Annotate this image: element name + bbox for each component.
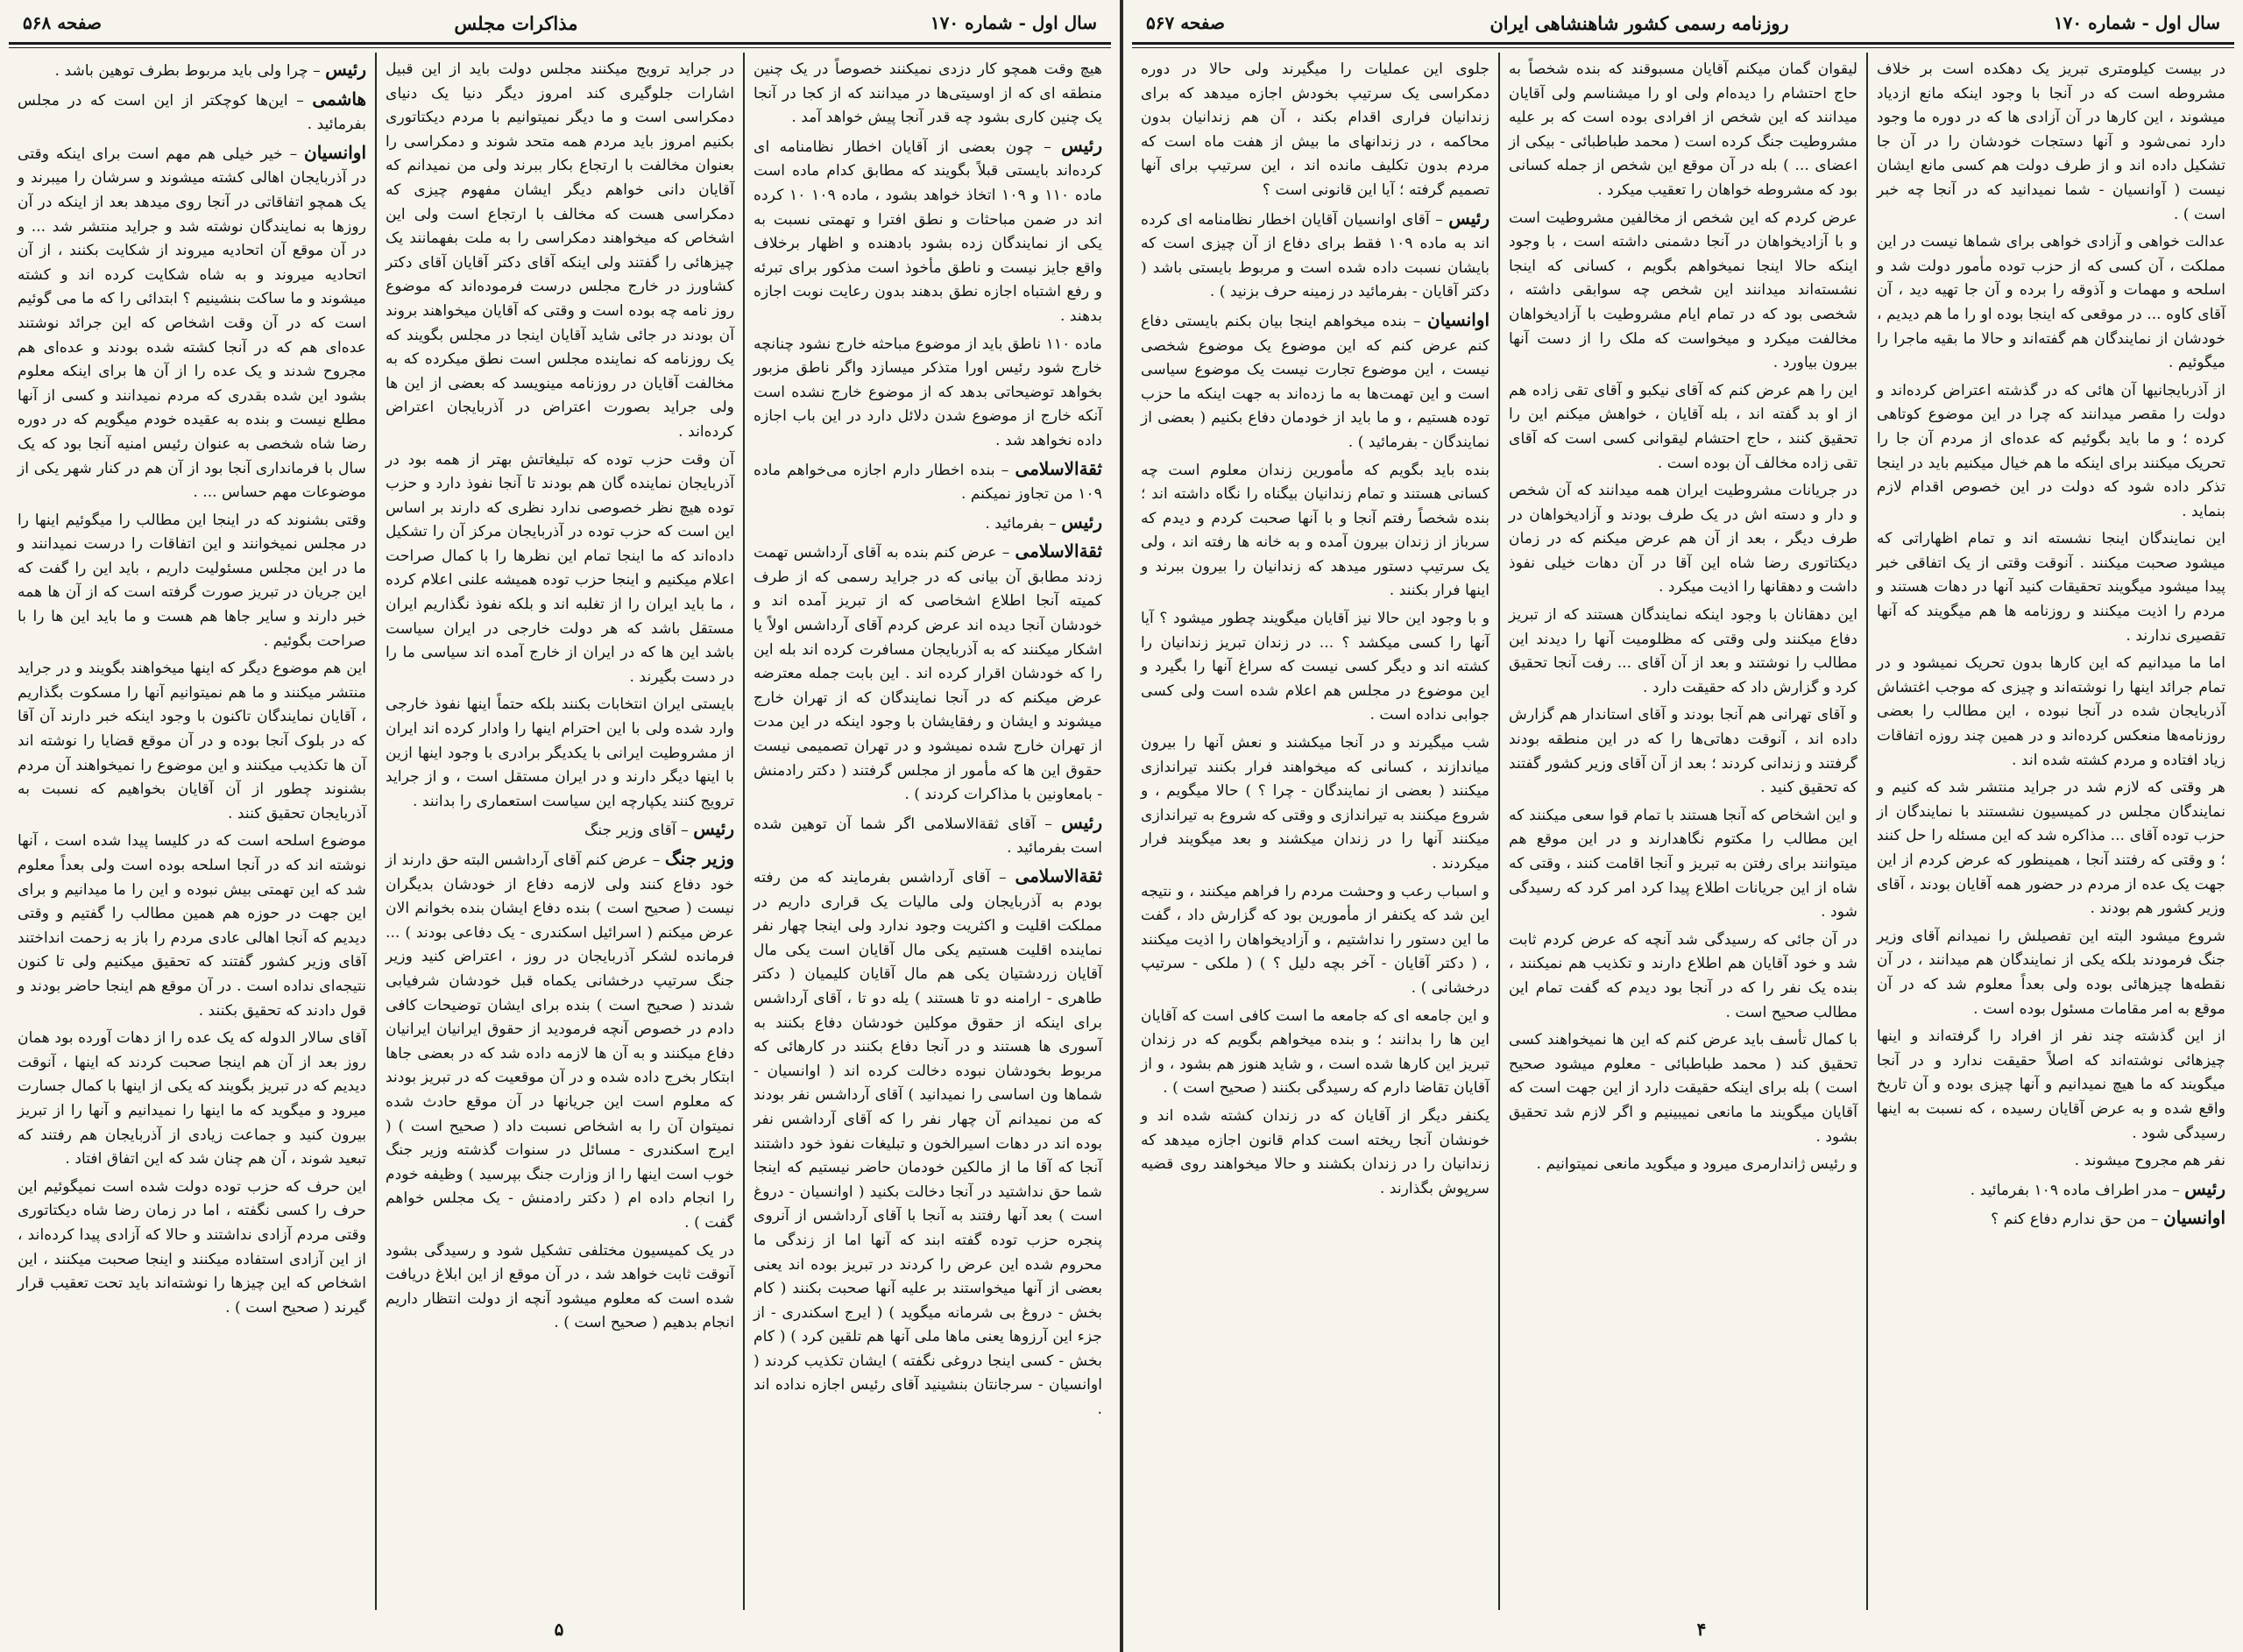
paragraph	[1877, 527, 2225, 648]
paragraph-text: از آذربایجانیها آن هائی که در گذشته اعتراض کرده‌اند و دولت را مقصر میدانند که چرا در این موضوع کوتاهی کرده ؛ و ما باید بگوئیم که عده‌ای از مردم آن جا را تحریک میکنند برای اینکه ما هم خیال میکنیم باید در اینجا تذکر داده شود که دولت در این خصوص اقدام لازم بنماید .	[1877, 381, 2225, 520]
paragraph	[754, 811, 1102, 861]
speaker-name: رئیس	[693, 818, 734, 840]
paragraph-text: نفر هم مجروح میشوند .	[2074, 1152, 2225, 1170]
right-page-section-title: روزنامه رسمی کشور شاهنشاهی ایران	[1489, 11, 1789, 34]
paragraph-text: – بنده اخطار دارم اجازه می‌خواهم ماده ۱۰۹ من تجاوز نمیکنم .	[754, 461, 1102, 504]
paragraph	[18, 58, 366, 84]
right-page-column-2	[1500, 53, 1866, 1610]
paragraph-text: شروع میشود البته این تفصیلش را نمیدانم آقای وزیر جنگ فرمودند بلکه یکی از نمایندگان هم میدانند ، در آن نقطه‌ها چیزهائی بوده ولی بعداً معلوم شد که در آن موقع به امر مقامات مسئول بوده است .	[1877, 927, 2225, 1018]
right-page-column-1	[1868, 53, 2234, 1610]
right-page-issue: سال اول - شماره ۱۷۰	[2053, 12, 2220, 33]
paragraph-text: در جراید ترویج میکنند مجلس دولت باید از این قبیل اشارات جلوگیری کند امروز دیگر دنیا یک دنیای دمکراسی است و ما دیگر نمیتوانیم با مردم دیکتاتوری بکنیم امروز باید مردم همه متحد شوند و دمکراسی را بعنوان مخالفت با ارتجاع بکار ببرند ولی من نمیدانم که آقایان دانی خواهم دیگر ایشان مفهوم چیزی که دمکراسی هست که مخالف با ارتجاع است ولی این اشخاص که میخواهند دمکراسی را به ملت بفهمانند یک چیزهائی را گفتند ولی اینکه آقای دکتر آقایان آقای دکتر کشاورز در خارج مجلس درست فرموده‌اند که موضوع روز نامه چه بوده است و وقتی که آقایان میخواهند بروند آن بودند در جائی شاید آقایان اینجا در مجلس بگویند که یک روزنامه که نماینده مجلس است نطق میکرده که به مخالفت آقایان در روزنامه مینویسد که بعضی از این ها ولی جراید بصورت اعتراض در آذربایجان اعتراض کرده‌اند .	[386, 60, 734, 441]
paragraph	[754, 134, 1102, 329]
paragraph-text: – آقای اوانسیان آقایان اخطار نظامنامه ای کرده اند به ماده ۱۰۹ فقط برای دفاع از آن چیزی است که بایشان نسبت داده شده است و مربوط بایستی باشد ( دکتر آقایان - بفرمائید در زمینه حرف بزنید ) .	[1141, 210, 1489, 301]
paragraph	[1509, 207, 1857, 376]
paragraph-text: این هم موضوع دیگر که اینها میخواهند بگویند و در جراید منتشر میکنند و ما هم نمیتوانیم آنها را مسکوت بگذاریم ، آقایان نمایندگان تاکنون با وجود اینکه خبر دارند آن آقا که در بلوک آنجا بوده و در آن موقع قضایا را نوشته اند آن ها تکذیب میکنند و این موضوع را نمیخواهند آن مردم بشنوند چطور از آن آقایان بخواهیم که نسبت به آذربایجان تحقیق کنند .	[18, 660, 366, 822]
paragraph-text: و این جامعه ای که جامعه ما است کافی است که آقایان این ها را بدانند ؛ و بنده میخواهم بگویم که در زندان تبریز این کارها شده است ، و شاید هنوز هم بشود ، و از آقایان تقاضا دارم که رسیدگی بکنند ( صحیح است ) .	[1141, 1006, 1489, 1098]
paragraph	[754, 457, 1102, 507]
speaker-name: رئیس	[1061, 134, 1102, 156]
paragraph	[1509, 1028, 1857, 1149]
right-page-column-3	[1132, 53, 1498, 1610]
paragraph	[754, 58, 1102, 131]
paragraph	[1141, 459, 1489, 604]
paragraph-text: – خیر خیلی هم مهم است برای اینکه وقتی در آذربایجان اهالی کشته میشوند و سرشان را میبرند و یک همچو اتفاقاتی در آنجا روی میدهد بعد از اینکه در آن روزها به نمایندگان نوشته شد و جراید منتشر شد ... و در آن موقع آن اتحادیه میروند از شکایت بکنند ، از آن اتحادیه میروند و به شاه شکایت کرده اند و کشته میشوند و ما ساکت بنشینیم ؟ ابتدائی را که ما می گوئیم است که در آن وقت اشخاص که این جرائد نوشتند عده‌ای هم که در آنجا کشته شده بودند و عده‌ای هم مجروح شدند و یک عده را از آن ها برای اینکه معلوم بشود این شده بقدری که مردم نمیدانند و کسی از آنها مطلع نیست و بنده به عقیده خودم میگویم که در دوره رضا شاه شخصی به عنوان رئیس امنیه آنجا بود که یک سال با فرمانداری آنجا بود از آن هم در کنار شهر یکی از موضوعات مهم حساس ... .	[18, 145, 366, 502]
paragraph	[1877, 230, 2225, 376]
paragraph	[1509, 703, 1857, 800]
paragraph	[1877, 652, 2225, 773]
paragraph-text: با کمال تأسف باید عرض کنم که این ها نمیخواهند کسی تحقیق کند ( محمد طباطبائی - معلوم میشود صحیح است ) بله برای اینکه حقیقت دارد از این جهت است که آقایان میگویند ما مانعی نمیبینیم و اگر لازم شد تحقیق بشود .	[1509, 1031, 1857, 1146]
paragraph-text: هر وقتی که لازم شد در جراید منتشر شد که کنیم و نمایندگان مجلس در کمیسیون نشستند با نمایندگان از حزب توده آقای ... مذاکره شد که این مسئله را حل کنند ؛ و وقتی که رفتند آنجا ، همینطور که عرض کردم از این جهت یک عده از مردم در حضور همه آقایان بودند ، آقای وزیر کشور هم بودند .	[1877, 779, 2225, 918]
paragraph-text: این حرف که حزب توده دولت شده است نمیگوئیم این حرف را کسی نگفته ، اما در زمان رضا شاه دیکتاتوری وقتی مردم آزادی نداشتند و حالا که آزادی پیدا کرده‌اند ، از این آزادی استفاده میکنند و اینجا صحبت میکنند ، این اشخاص که این چیزها را نوشته‌اند باید تحت تعقیب قرار گیرند ( صحیح است ) .	[18, 1177, 366, 1317]
speaker-name: رئیس	[325, 59, 366, 80]
right-page-number: ۴	[1696, 1619, 1707, 1640]
paragraph-text: آقای سالار الدوله که یک عده را از دهات آورده بود همان روز بعد از آن هم اینجا صحبت کردند که اینها ، آنوقت دیدیم که در تبریز بگویند که یکی از اینها با کمال جسارت میرود و میگوید که ما اینها را نمیدانیم و آنها را از تبریز بیرون کنید و جماعت زیادی از آذربایجان هم رفتند که تبعید شوند ، آن هم چنان شد که این اتفاق افتاد .	[18, 1029, 366, 1168]
left-page-column-2	[377, 53, 743, 1610]
paragraph	[1509, 928, 1857, 1025]
speaker-name: اوانسیان	[1427, 308, 1490, 330]
left-page-label: صفحه ۵۶۸	[23, 12, 102, 33]
paragraph-text: آن وقت حزب توده که تبلیغاتش بهتر از همه بود در آذربایجان نماینده گان هم بودند تا آنجا نفوذ دارد و حزب توده هیچ نظر خصوصی ندارد نظری که دارند بر اساس این است که حزب توده در آذربایجان مرکز آن را تشکیل داده‌اند که ما اینجا تمام این نظرها را با کمال صراحت اعلام میکنیم و اینجا حزب توده همیشه علنی اعلام کرده ، ما باید ایران را از تغلبه اند و بلکه نفوذ نگذاریم ایران مستقل باشد که هر دولت خارجی در ایران سیاست باشد این ها که در ایران از خارج آمده اند سیاسی ما را در دست بگیرند .	[386, 450, 734, 686]
speaker-name: هاشمی	[312, 88, 367, 109]
speaker-name: وزیر جنگ	[664, 848, 734, 869]
paragraph-text: – آقای وزیر جنگ	[584, 822, 689, 840]
paragraph-text: – چون بعضی از آقایان اخطار نظامنامه ای کرده‌اند بایستی قبلاً بگویند که مطابق کدام ماده است ماده ۱۱۰ و ۱۰۹ اتخاذ خواهد بشود ، ماده ۱۰۹ ۱۰ کرده اند در ضمن مباحثات و نطق افترا و تهمتی نسبت به یکی از نمایندگان زده بشود بادهنده و اظهار برخلاف واقع جایز نیست و ناطق مأخوذ است مذکور برای تبرئه و رفع اشتباه اجازه نطق بدهند بدون رعایت نوبت اجازه بدهند .	[754, 138, 1102, 325]
paragraph	[1509, 604, 1857, 700]
paragraph	[18, 509, 366, 654]
paragraph-text: جلوی این عملیات را میگیرند ولی حالا در دوره دمکراسی یک سرتیپ بخودش اجازه میدهد که برای زندانیان فراری اقدام بکند ، آن هم زندانیان بدون محاکمه ، در زندانهای ما بیش از هفت ماه است که مردم بدون تکلیف مانده اند ، این سرتیپ برای آنها تصمیم گرفته ؛ آیا این قانونی است ؟	[1141, 60, 1489, 199]
paragraph	[1509, 379, 1857, 476]
paragraph-text: این را هم عرض کنم که آقای نیکبو و آقای تقی زاده هم از او بد گفته اند ، بله آقایان ، خواهش میکنم این را تحقیق کنند ، حاج احتشام لیقوانی کسی است که آقای تقی زاده مخالف آن بوده است .	[1509, 381, 1857, 472]
paragraph-text: – بنده میخواهم اینجا بیان بکنم بایستی دفاع کنم عرض کنم که این موضوع یک موضوع شخصی نیست ، این موضوع تجارت نیست یک موضوع سیاسی است و این تهمت‌ها به ما زده‌اند به جهت اینکه ما حزب توده هستیم ، و ما باید از خودمان دفاع بکنیم ( بعضی از نمایندگان - بفرمائید ) .	[1141, 312, 1489, 451]
column-divider	[1498, 53, 1500, 1610]
paragraph	[1141, 58, 1489, 203]
paragraph	[1141, 308, 1489, 455]
paragraph	[754, 511, 1102, 537]
paragraph-text: اما ما میدانیم که این کارها بدون تحریک نمیشود و در تمام جرائد اینها را نوشته‌اند و چیزی که موجب اغتشاش آذربایجان شده در آنجا نبوده ، این مطالب را بعضی روزنامه‌ها منعکس کرده‌اند و در همین چند روزه اتفاقات زیاد افتاده و مردم کشته شده اند .	[1877, 654, 2225, 769]
paragraph	[754, 865, 1102, 1423]
paragraph	[386, 448, 734, 690]
paragraph-text: عدالت خواهی و آزادی خواهی برای شماها نیست در این مملکت ، آن کسی که از حزب توده مأمور دولت شد و اسلحه و مهمات و آذوقه را برده و آن جا تهیه دید ، آن آقای کاوه ... در موقعی که اینجا بوده او را ما هم دیدیم ، خودشان از نمایندگان هم گفته‌اند و حالا ما بقیه ماجرا را میگوئیم .	[1877, 233, 2225, 372]
left-page-column-1	[745, 53, 1111, 1610]
left-page	[0, 0, 1120, 1652]
speaker-name: ثقة‌الاسلامی	[1015, 865, 1102, 886]
paragraph	[1509, 479, 1857, 600]
header-rule-thin	[1132, 47, 2234, 48]
paragraph-text: – من حق ندارم دفاع کنم ؟	[1991, 1211, 2159, 1229]
paragraph-text: و اسباب رعب و وحشت مردم را فراهم میکنند ، و نتیجه این شد که یکنفر از مأمورین بود که گزارش داد ، گفت ما این دستور را نداشتیم ، و آزادیخواهان را اذیت میکنند ، ( دکتر آقایان - آخر بچه دلیل ؟ ) ( ملکی - سرتیپ درخشانی ) .	[1141, 882, 1489, 997]
header-rule	[1132, 42, 2234, 45]
paragraph	[1877, 1149, 2225, 1174]
paragraph	[18, 1027, 366, 1172]
paragraph-text: – عرض کنم بنده به آقای آرداشس تهمت زدند مطابق آن بیانی که در جراید رسمی که از طرف کمیته آنجا اطلاع اشخاصی که از تبریز آمده اند و خودشان آنجا دیده اند عرض کردم آقای آرداشس اولاً یا اشکار میکنند که به آذربایجان مسافرت کرده اند بله این را که خودشان اقرار کرده اند . این بابت جمله معترضه عرض میکنم که در آنجا نمایندگان که از تهران خارج میشوند و ایشان و رفقایشان با وجود اینکه در این مدت از تهران خارج شده نمیشود و در تهران تصمیمی نیست حقوق این ها که مأمور از مجلس گرفتند ( دکتر رادمنش - بامعاونین با مذاکرات کردند ) .	[754, 544, 1102, 804]
speaker-name: اوانسیان	[304, 141, 366, 163]
paragraph-text: بایستی ایران انتخابات بکنند بلکه حتماً اینها نفوذ خارجی وارد شده ولی با این احترام اینها را وادار کرده اند ایران از مشروطیت ایرانی با یکدیگر برادری با وجود اینها ازین با اینها دیگر دارند و در ایران مستقل است ، و از جراید ترویج کنند یکپارچه این سیاست استعماری را بدانند .	[386, 695, 734, 810]
paragraph-text: لیقوان گمان میکنم آقایان مسبوقند که بنده شخصاً به حاج احتشام را دیده‌ام ولی او را میشناسم ولی آقایان میدانند که این شخص از افرادی بوده است که بر علیه مشروطیت جنگ کرده است ( محمد طباطبائی - بیکی از اعضای ... ) بله در آن موقع این شخص از جمله کسانی بود که مشروطه خواهان را تعقیب میکرد .	[1509, 60, 1857, 199]
paragraph	[18, 830, 366, 1023]
paragraph	[1141, 731, 1489, 877]
paragraph	[386, 58, 734, 445]
left-page-section-title: مذاکرات مجلس	[454, 11, 578, 34]
left-page-issue: سال اول - شماره ۱۷۰	[930, 12, 1097, 33]
speaker-name: رئیس	[1448, 207, 1489, 229]
speaker-name: ثقة‌الاسلامی	[1015, 457, 1102, 479]
paragraph-text: در بیست کیلومتری تبریز یک دهکده است بر خلاف مشروطه است که در آنجا با وجود اینکه مانع ازدیاد میشوند ، این کارها در آن آزادی ها که در دوره ما وجود دارد نمی‌شود و آنها دستجات خودشان را در آن جا تشکیل داده اند و از طرف دولت هم کسی مانع ایشان نیست ( آوانسیان - شما نمیدانید که در آنجا چه خبر است ) .	[1877, 60, 2225, 223]
paragraph	[1141, 607, 1489, 728]
header-rule-thin	[9, 47, 1111, 48]
right-page	[1123, 0, 2243, 1652]
paragraph-text: موضوع اسلحه است که در کلیسا پیدا شده است ، آنها نوشته اند که در آنجا اسلحه بوده است ولی بعداً معلوم شد که این تهمتی بیش نبوده و این را ما میدانیم و برای این جهت در حوزه هم همین مطالب را گفتیم و وقتی دیدیم که آنجا اهالی عادی مردم را باز به زحمت انداختند آقای وزیر کشور گفتند که تحقیق میکنیم ولی تا کنون نتیجه‌ای نداده است . در آن موقع هم اینجا حاضر بودند و قول دادند که تحقیق بکنند .	[18, 832, 366, 1020]
paragraph-text: هیچ وقت همچو کار دزدی نمیکنند خصوصاً در یک چنین منطقه ای که از اوسیتی‌ها در میدانند که از کجا در آنجا یک چنین کاری بشود چه قدر آنجا پیش خواهد آمد .	[754, 60, 1102, 127]
paragraph	[386, 847, 734, 1236]
paragraph	[754, 540, 1102, 808]
paragraph	[1877, 58, 2225, 227]
header-rule	[9, 42, 1111, 45]
paragraph	[1877, 379, 2225, 525]
right-page-label: صفحه ۵۶۷	[1146, 12, 1225, 33]
paragraph-text: و با وجود این حالا نیز آقایان میگویند چطور میشود ؟ آیا آنها را کسی میکشد ؟ ... در زندان تبریز زندانیان را کشته اند و دیگر کسی نیست که سراغ آنها را بگیرد و این موضوع در مجلس هم اعلام شده است ولی کسی جوابی نداده است .	[1141, 610, 1489, 724]
paragraph	[1877, 1206, 2225, 1232]
right-page-columns	[1132, 53, 2234, 1610]
paragraph	[1509, 1153, 1857, 1177]
paragraph-text: وقتی بشنوند که در اینجا این مطالب را میگوئیم اینها را در مجلس نمیخوانند و این اتفاقات را درست نمیدانند و ما در این مجلس مسئولیت داریم ، باید این را گفت که این جریان در تبریز صورت گرفته است که از آن ها همه خبر دارند و سایر جاها هم هست و ما باید این ها را با صراحت بگوئیم .	[18, 511, 366, 650]
column-divider	[743, 53, 745, 1610]
paragraph	[386, 693, 734, 814]
paragraph	[1877, 1177, 2225, 1204]
paragraph	[386, 817, 734, 844]
paragraph-text: – عرض کنم آقای آرداشس البته حق دارند از خود دفاع کنند ولی لازمه دفاع از خودشان بدیگران نیست ( صحیح است ) بنده دفاع ایشان بنده بخوانم الان عرض میکنم ( اسرائیل اسکندری - یک دفاعی بودند ) ... فرمانده لشکر آذربایجان در روز ، اعتراض کنید وزیر جنگ سرتیپ درخشانی یکماه قبل خودشان شرفیابی شدند ( صحیح است ) بنده برای ایشان توضیحات کافی دادم در خصوص آنچه فرمودید از حقوق ایرانیان ایرانیان دفاع میکنند و به آن ها لازمه داده شد که در بعضی جاها ابتکار بخرج داده شده و در آن موقعیت که در تبریز بودند که معلوم است این جریانها در آن موقع حادث شده نمیتوان آن را به اشخاص نسبت داد ( صحیح است ) ( ایرج اسکندری - مسائل در سنوات گذشته وزیر جنگ خوب است اینها را از وزارت جنگ بپرسید ) وظیفه خودم را انجام داده ام ( دکتر رادمنش - یک مجلس خواهم گفت ) .	[386, 851, 734, 1232]
paragraph	[1509, 804, 1857, 925]
paragraph	[18, 1175, 366, 1321]
right-page-header	[1132, 5, 2234, 40]
paragraph-text: ماده ۱۱۰ ناطق باید از موضوع مباحثه خارج نشود چنانچه خارج شود رئیس اورا متذکر میسازد واگر ناطق مزبور بخواهد توضیحاتی بدهد که از موضوع خارج نشده است آنکه خارج از موضوع شدن دلائل دارد در این باب اجازه داده نخواهد شد .	[754, 335, 1102, 449]
paragraph-text: – مدر اطراف ماده ۱۰۹ بفرمائید .	[1970, 1181, 2180, 1199]
paragraph	[1141, 207, 1489, 305]
paragraph	[18, 141, 366, 505]
paragraph-text: بنده باید بگویم که مأمورین زندان معلوم است چه کسانی هستند و تمام زندانیان بیگناه را نگاه داشته اند ؛ بنده شخصاً رفتم آنجا و با آنها صحبت کردم و دیدم که سرباز از زندان بیرون آمده و به خانه ها رفته اند ، ولی یک سرتیپ دستور میدهد که زندانیان را بیرون ببرند و اینها فرار بکنند .	[1141, 461, 1489, 600]
speaker-name: رئیس	[2184, 1177, 2225, 1199]
paragraph-text: شب میگیرند و در آنجا میکشند و نعش آنها را بیرون میاندازند ، کسانی که میخواهند فرار بکنند تیراندازی میکنند ( بعضی از نمایندگان - چرا ؟ ) حالا میگویم ، و شروع میکنند به تیراندازی و وقتی که شروع به تیراندازی میکنند آنها را در زندان میکشند و بعد میگویند فرار میکردند .	[1141, 734, 1489, 872]
paragraph-text: و آقای تهرانی هم آنجا بودند و آقای استاندار هم گزارش داده اند ، آنوقت دهاتی‌ها را که در این منطقه بودند گرفتند و زندانی کردند ؛ بعد از آن آقای وزیر کشور گفتند که تحقیق کنید .	[1509, 706, 1857, 797]
paragraph-text: – بفرمائید .	[985, 514, 1057, 533]
speaker-name: ثقة‌الاسلامی	[1015, 540, 1102, 562]
paragraph-text: یکنفر دیگر از آقایان که در زندان کشته شده اند و خونشان آنجا ریخته است کدام قانون اجازه میدهد که زندانیان را در زندان بکشند و حالا میخواهند روی قضیه سرپوش بگذارند .	[1141, 1106, 1489, 1197]
paragraph-text: این دهقانان با وجود اینکه نمایندگان هستند که از تبریز دفاع میکنند ولی وقتی که مظلومیت آنها را دیدند این مطالب را نوشتند و بعد از آن آقای ... رفت آنجا تحقیق کرد و گزارش داد که حقیقت دارد .	[1509, 606, 1857, 696]
paragraph	[1141, 880, 1489, 1001]
paragraph-text: در جریانات مشروطیت ایران همه میدانند که آن شخص و دار و دسته اش در یک طرف بودند و آزادیخواهان در طرف دیگر ، بعد از آن هم عرض میکنم که در زمان دیکتاتوری رضا شاه این آقا در آن دهات خیلی نفوذ داشت و دهقانها را اذیت میکرد .	[1509, 482, 1857, 597]
speaker-name: رئیس	[1061, 511, 1102, 533]
left-page-header	[9, 5, 1111, 40]
column-divider	[375, 53, 377, 1610]
paragraph-text: در یک کمیسیون مختلفی تشکیل شود و رسیدگی بشود آنوقت ثابت خواهد شد ، در آن موقع از این ابلاغ دریافت شده است که معلوم میشود آنچه از دولت انتظار داریم انجام بدهیم ( صحیح است ) .	[386, 1241, 734, 1332]
paragraph	[1509, 58, 1857, 203]
paragraph-text: عرض کردم که این شخص از مخالفین مشروطیت است و با آزادیخواهان در آنجا دشمنی داشته است ، با وجود اینکه حالا اینجا نمیخواهم بگویم ، کسانی که اینجا نشسته‌اند میدانند این شخص چه سوابقی داشته ، شخصی بود که در تمام ایام مشروطیت با آزادیخواهان مخالفت میکرد و میخواست که ملک را از دست آنها بیرون بیاورد .	[1509, 208, 1857, 372]
paragraph	[754, 333, 1102, 454]
paragraph-text: – آقای آرداشس بفرمایند که من رفته بودم به آذربایجان ولی مالیات یک قراری داریم در مملکت اقلیت و اکثریت وجود ندارد ولی اینجا چهار نفر نماینده اقلیت هستیم یکی مال آقایان است یکی مال آقایان زردشتیان یکی هم مال آقایان کلیمیان ( دکتر طاهری - ارامنه دو تا هستند ) یله دو تا ، آقای آرداشس برای اینکه از حقوق موکلین خودشان دفاع بکنند به آسوری ها هستند و در آنجا دفاع بکنند در کارهائی که مربوط بخودشان نبوده دخالت کرده اند ( اوانسیان - شماها ون اساسی را نمیدانید ) آقای آرداشس نفر بودند که من نمیدانم آن چهار نفر را که آقای آرداشس نفر بوده اند در دهات اسیرالخون و تبلیغات نفوذ خود داشتند آنجا که آقا ما از مالکین خودمان حاضر نیستیم که اینجا شما حق نداشتید در آنجا دخالت بکنید ( اوانسیان - دروغ است ) بعد آنها رفتند به آنجا با آقای آرداشس از آنروی پنجره حزب توده گفته ابند که آنها اما از زندگی ما محروم شده این عرض را کردند در تبریز بوده اند یعنی بعضی از آنها میخواستند بر علیه آنها صحبت بکنند ( کام بخش - دروغ بی شرمانه میگوید ) ( ایرج اسکندری - از جزء این آرزوها یعنی ماها ملی آنها هم تلقین کرد ) ( کام بخش - کسی اینجا دروغی نگفته ) ایشان تکذیب کردند ( اوانسیان - سرجانتان بنشینید آقای رئیس اجازه نداده اند .	[754, 869, 1102, 1419]
paragraph-text: – آقای ثقة‌الاسلامی اگر شما آن توهین شده است بفرمائید .	[754, 815, 1102, 858]
paragraph-text: – این‌ها کوچکتر از این است که در مجلس بفرمائید .	[18, 91, 366, 134]
paragraph-text: از این گذشته چند نفر از افراد را گرفته‌اند و اینها چیزهائی نوشته‌اند که اصلاً حقیقت ندارد و در آنجا میگویند که ما هیچ نمیدانیم و آنها چیزی بوده و آن تاریخ واقع شده و به عرض آقایان رسیده ، که نسبت به اینها رسیدگی شود .	[1877, 1027, 2225, 1142]
paragraph	[1877, 1025, 2225, 1146]
left-page-column-3	[9, 53, 375, 1610]
left-page-columns	[9, 53, 1111, 1610]
left-page-number: ۵	[554, 1619, 564, 1640]
paragraph	[18, 88, 366, 138]
paragraph-text: – چرا ولی باید مربوط بطرف توهین باشد .	[54, 62, 321, 80]
paragraph	[1141, 1005, 1489, 1101]
paragraph-text: این نمایندگان اینجا نشسته اند و تمام اظهاراتی که میشود صحبت میکنند . آنوقت وقتی از یک اتفاقی خبر پیدا میشود میگویند تحقیقات کنید آنها در دهات هستند و مردم را اذیت میکنند و روزنامه ها هم میگویند که آنها تقصیری ندارند .	[1877, 530, 2225, 645]
speaker-name: رئیس	[1061, 811, 1102, 833]
paragraph-text: در آن جائی که رسیدگی شد آنچه که عرض کردم ثابت شد و خود آقایان هم اطلاع دارند و تکذیب هم نمیکنند ، بنده یک نفر را که در آنجا بود دیدم که گفت تمام این مطالب صحیح است .	[1509, 930, 1857, 1021]
paragraph	[18, 657, 366, 826]
paragraph-text: و رئیس ژاندارمری میرود و میگوید مانعی نمیتوانیم .	[1536, 1155, 1857, 1174]
speaker-name: اوانسیان	[2163, 1207, 2225, 1229]
paragraph	[1877, 776, 2225, 921]
paragraph	[1877, 925, 2225, 1021]
paragraph-text: و این اشخاص که آنجا هستند با تمام قوا سعی میکنند که این مطالب را مکتوم نگاهدارند و در این موقع هم میتوانند برای رفتن به تبریز و آنجا اقامت کنند ، وقتی که شاه از این جریانات اطلاع پیدا کرد امر کرد که رسیدگی شود .	[1509, 806, 1857, 921]
column-divider	[1866, 53, 1868, 1610]
paragraph	[1141, 1105, 1489, 1201]
paragraph	[386, 1239, 734, 1336]
